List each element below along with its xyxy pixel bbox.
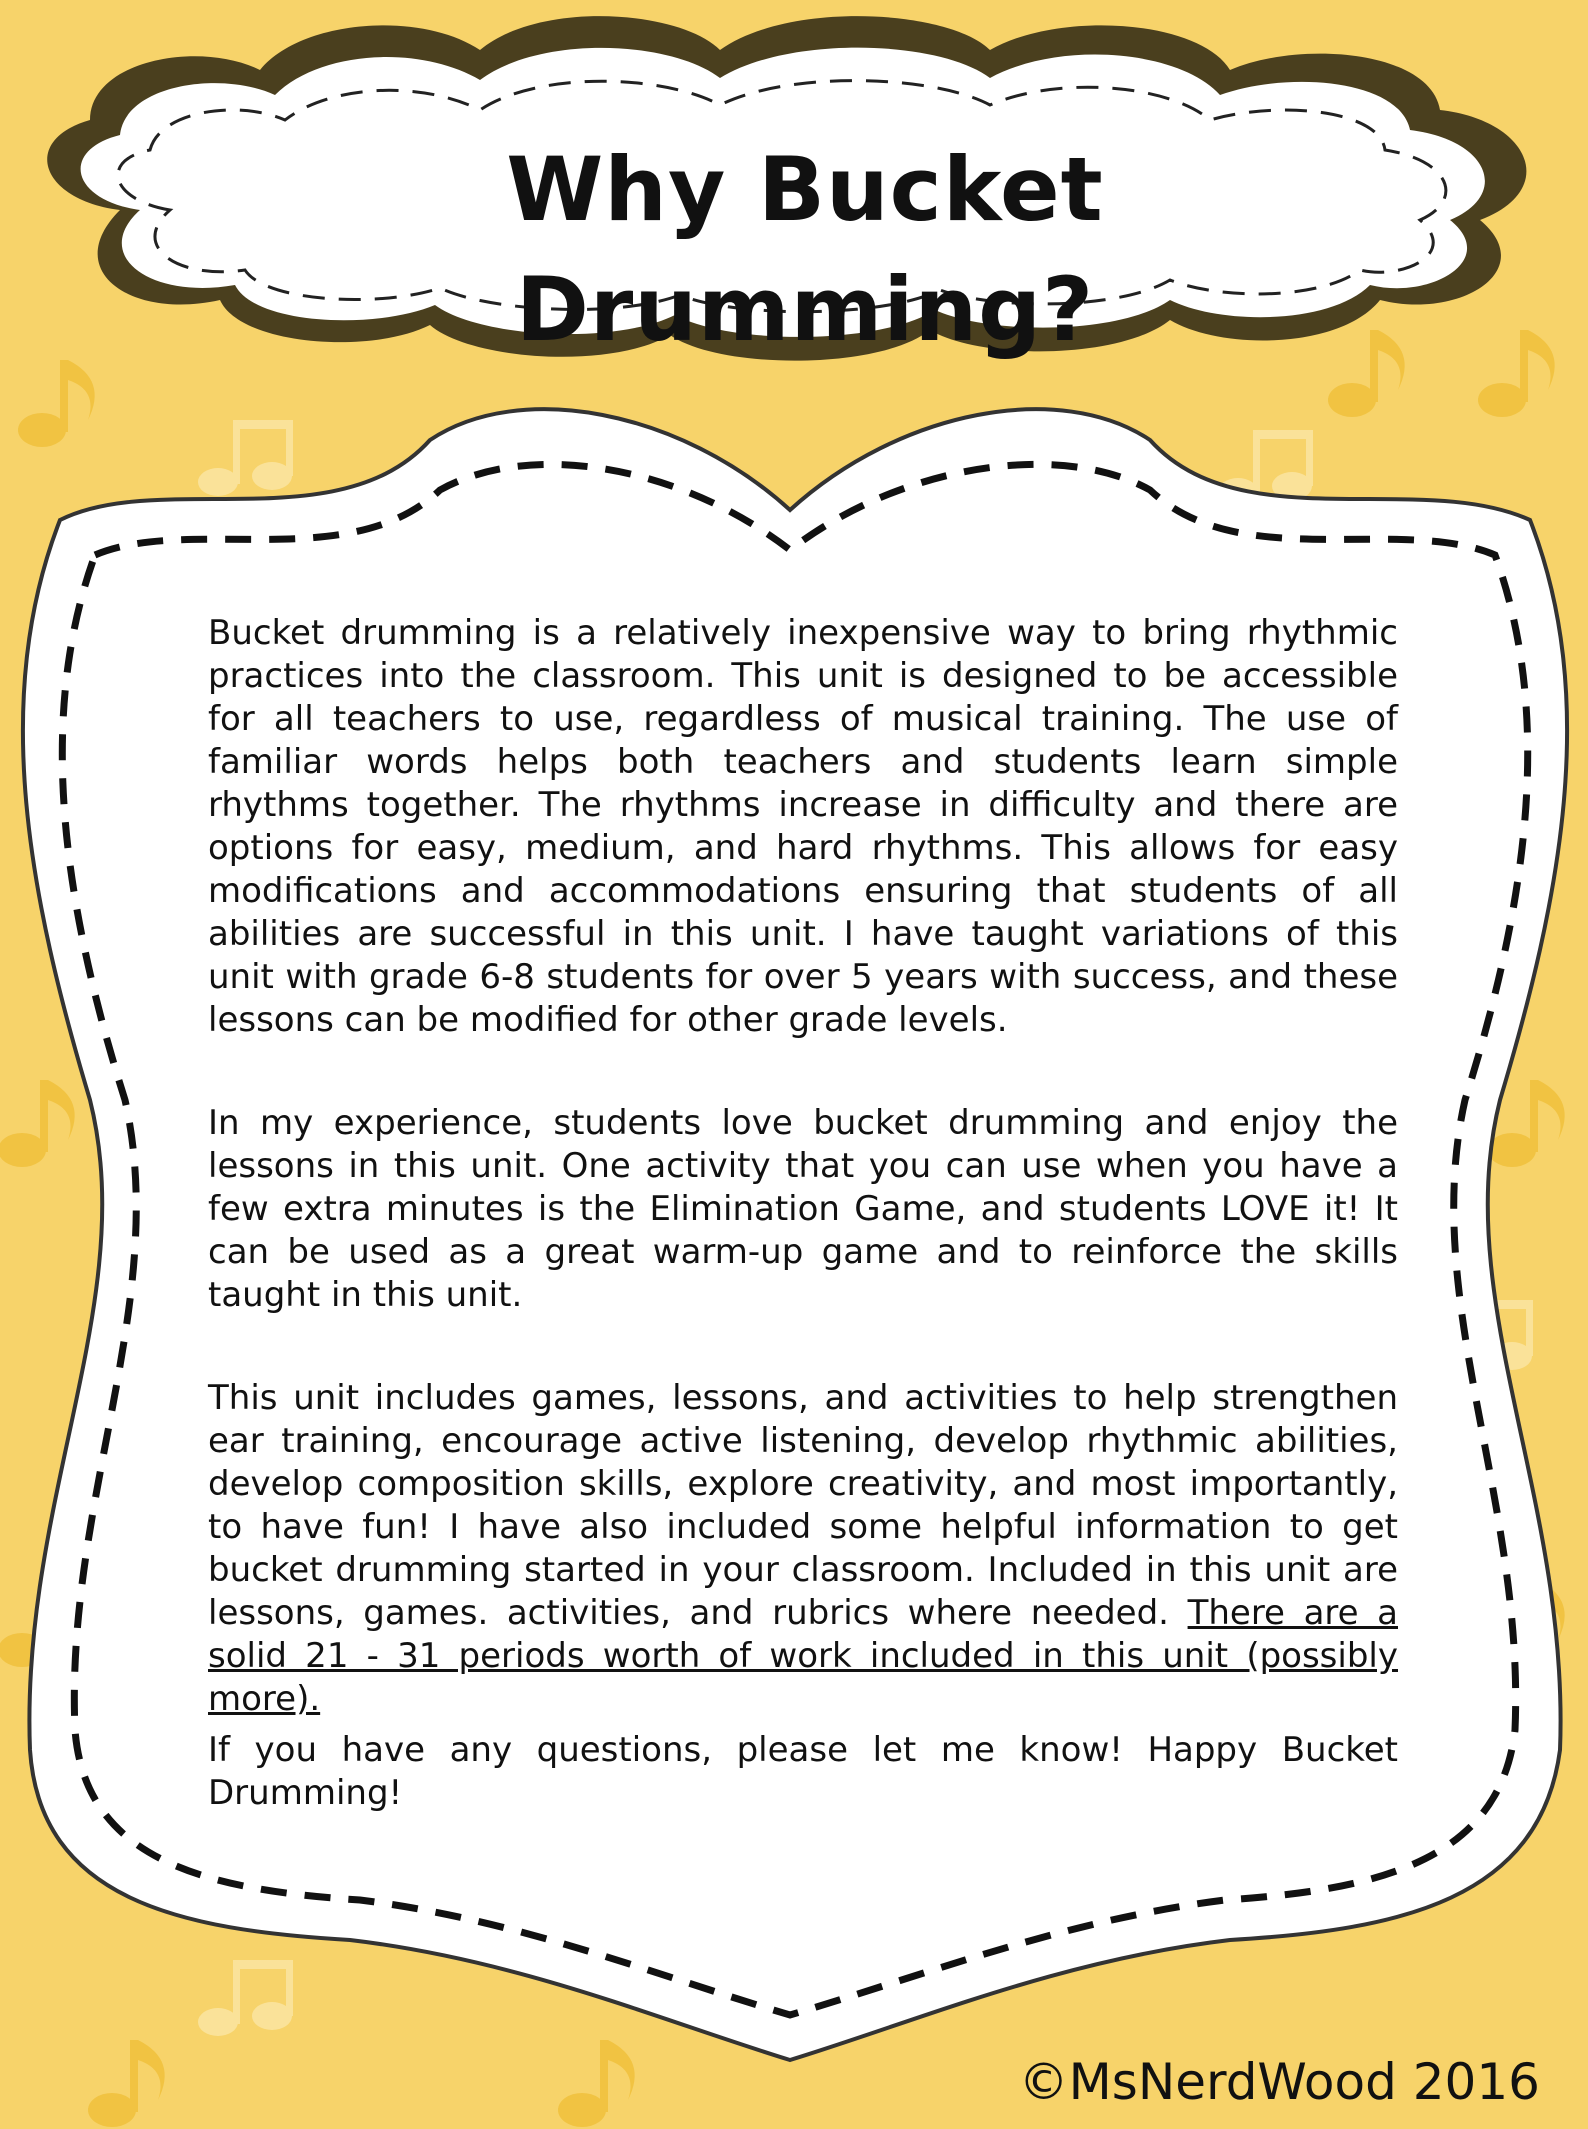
periods-note: There are a solid 21 - 31 periods worth of work included in this unit (possibly more).	[208, 1593, 1398, 1719]
paragraph-unit-includes	[208, 1377, 1398, 1721]
body-text	[208, 612, 1398, 1815]
paragraph-unit-includes-main: This unit includes games, lessons, and activities to help strengthen ear training, encourage active listening, develop rhythmic abilities, develop composition skills, explore creativity, and most importantly, to have fun! I have also included some helpful information to get bucket drumming started in your classroom. Included in this unit are lessons, games. activities, and rubrics where needed.	[208, 1378, 1398, 1633]
copyright-footer: ©MsNerdWood 2016	[1018, 2053, 1540, 2111]
paragraph-intro: Bucket drumming is a relatively inexpensive way to bring rhythmic practices into the classroom. This unit is designed to be accessible for all teachers to use, regardless of musical training. The use of familiar words helps both teachers and students learn simple rhythms together. The rhythms increase in difficulty and there are options for easy, medium, and hard rhythms. This allows for easy modifications and accommodations ensuring that students of all abilities are successful in this unit. I have taught variations of this unit with grade 6-8 students for over 5 years with success, and these lessons can be modified for other grade levels.	[208, 613, 1398, 1040]
page-title: Why Bucket Drumming?	[506, 138, 1104, 361]
paragraph-closing: If you have any questions, please let me know! Happy Bucket Drumming!	[208, 1730, 1398, 1813]
paragraph-experience: In my experience, students love bucket drumming and enjoy the lessons in this unit. One activity that you can use when you have a few extra minutes is the Elimination Game, and students LOVE it! It can be used as a great warm-up game and to reinforce the skills taught in this unit.	[208, 1103, 1398, 1315]
